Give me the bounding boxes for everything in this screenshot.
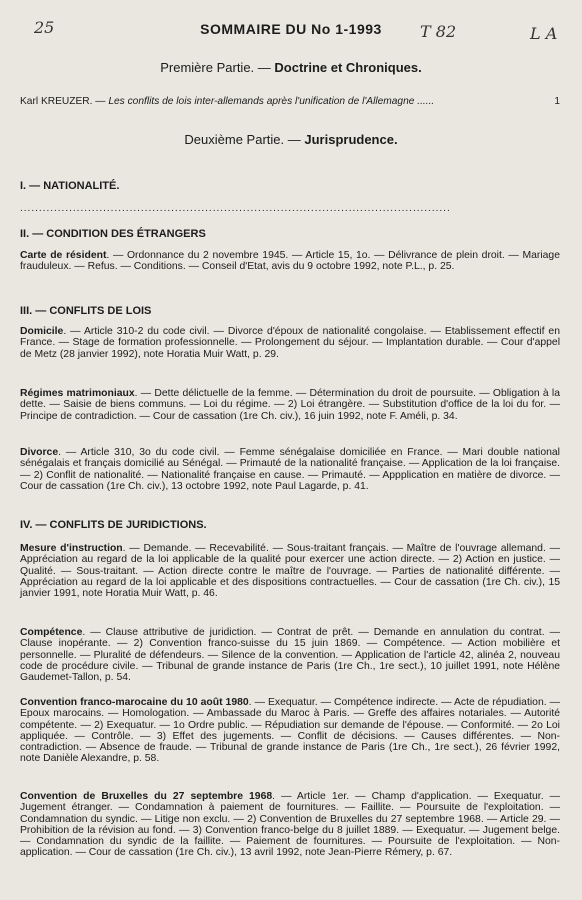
part-one-label: Première Partie. [160, 60, 255, 75]
part-one-dash: — [254, 60, 275, 75]
part-two-label: Deuxième Partie. [184, 132, 285, 147]
entry-competence [20, 627, 560, 683]
entry-text: . — Clause attributive de juridiction. — Contrat de prêt. — Demande en annulation du contrat. — Clause inopérante. — 2) Convention franco-suisse du 15 juin 1869. — Compétence. — Action mobilière et personnelle. — Pluralité de défendeurs. — Silence de la convention. — Application de l'article 42, alinéa 2, nouveau code de procédure civile. — Tribunal de grande instance de Paris (1re Ch., 1re sect.), 10 juillet 1991, note Hélène Gaudemet-Tallon, p. 54. [20, 627, 560, 684]
entry-text: . — Ordonnance du 2 novembre 1945. — Article 15, 1o. — Délivrance de plein droit. — Mariage frauduleux. — Refus. — Conditions. — Conseil d'Etat, avis du 9 octobre 1992, note P.L., p. 25. [20, 250, 560, 273]
article-dash: — [92, 96, 109, 107]
entry-head: Mesure d'instruction [20, 543, 123, 554]
entry-convention-bruxelles [20, 791, 560, 859]
article-line [20, 96, 560, 107]
section-conflits-juridictions: IV. — CONFLITS DE JURIDICTIONS. [20, 519, 207, 531]
entry-head: Régimes matrimoniaux [20, 388, 135, 399]
entry-head: Domicile [20, 326, 64, 337]
page-title: SOMMAIRE DU No 1-1993 [200, 21, 382, 37]
part-two-heading [0, 132, 582, 147]
entry-text: . — Demande. — Recevabilité. — Sous-traitant français. — Maître de l'ouvrage allemand. — Appréciation au regard de la loi applicable de la qualité pour exercer une action directe. — 2) Action en justice. — Qualité. — Sous-traitant. — Action directe contre le maître de l'ouvrage. — Parties de nationalité différente. — Appréciation au regard de la loi applicable et des dispositions contractuelles. — Cour de cassation (1re Ch. civ.), 15 janvier 1991, note Horatia Muir Watt, p. 46. [20, 543, 560, 600]
article-author: Karl KREUZER. [20, 96, 93, 107]
entry-head: Convention de Bruxelles du 27 septembre 1968 [20, 791, 273, 802]
section-condition-etrangers: II. — CONDITION DES ÉTRANGERS [20, 228, 206, 240]
entry-domicile [20, 326, 560, 360]
entry-convention-franco-marocaine [20, 697, 560, 765]
entry-head: Divorce [20, 447, 59, 458]
entry-text: . — Article 1er. — Champ d'application. — Exequatur. — Jugement étranger. — Condamnation à paiement de fournitures. — Faillite. — Poursuite de l'exploitation. — Condamnation du syndic. — Litige non exclu. — 2) Convention de Bruxelles du 27 septembre 1968. — Article 29. — Prohibition de la révision au fond. — 3) Convention franco-belge du 8 juillet 1889. — Exequatur. — Jugement belge. — Condamnation du syndic de la faillite. — Paiement de fournitures. — Poursuite de l'exploitation. — Non-application. — Cour de cassation (1re Ch. civ.), 13 avril 1992, note Jean-Pierre Rémery, p. 67. [20, 791, 561, 859]
entry-head: Compétence [20, 627, 83, 638]
part-two-name: Jurisprudence. [304, 132, 398, 147]
handwritten-note-right: L A [530, 24, 558, 43]
section-nationalite: I. — NATIONALITÉ. [20, 180, 120, 192]
handwritten-note-left: 25 [34, 18, 55, 37]
entry-head: Convention franco-marocaine du 10 août 1980 [20, 697, 249, 708]
dotted-leader: .................................................................................................................. [20, 203, 451, 214]
article-page: 1 [554, 96, 560, 107]
entry-head: Carte de résident [20, 250, 107, 261]
part-two-dash: — [284, 132, 305, 147]
entry-text: . — Article 310, 3o du code civil. — Femme sénégalaise domiciliée en France. — Mari double national sénégalais et français domicilié au Sénégal. — Primauté de la nationalité française. — Application de la loi française. — 2) Conflit de nationalité. — Nationalité française en cause. — Primauté. — Appplication en matière de divorce. — Cour de cassation (1re Ch. civ.), 13 octobre 1992, note Paul Lagarde, p. 41. [20, 447, 560, 492]
article-title: Les conflits de lois inter-allemands après l'unification de l'Allemagne ...... [108, 96, 435, 107]
entry-mesure-instruction [20, 543, 560, 599]
entry-text: . — Exequatur. — Compétence indirecte. — Acte de répudiation. — Epoux marocains. — Homologation. — Ambassade du Maroc à Paris. — Greffe des affaires notariales. — Autorité compétente. — 2) Exequatur. — 1o Ordre public. — Répudiation sur demande de l'épouse. — Conformité. — 2o Loi appliquée. — Contrôle. — 3) Effet des jugements. — Conflit de décisions. — Causes différentes. — Non-contradiction. — Absence de fraude. — Tribunal de grande instance de Paris (1re Ch., 1re sect.), 26 février 1992, note Danièle Alexandre, p. 58. [20, 697, 560, 765]
part-one-name: Doctrine et Chroniques. [274, 60, 422, 75]
section-conflits-lois: III. — CONFLITS DE LOIS [20, 305, 152, 317]
part-one-heading [0, 60, 582, 75]
entry-text: . — Dette délictuelle de la femme. — Détermination du droit de poursuite. — Obligation à la dette. — Saisie de biens communs. — Loi du régime. — 2) Loi étrangère. — Substitution d'office de la loi du for. — Principe de contradiction. — Cour de cassation (1re Ch. civ.), 16 juin 1992, note F. Améli, p. 34. [20, 388, 560, 422]
entry-regimes-matrimoniaux [20, 388, 560, 422]
entry-text: . — Article 310-2 du code civil. — Divorce d'époux de nationalité congolaise. — Etablissement effectif en France. — Stage de formation professionnelle. — Prolongement du séjour. — Implantation durable. — Cour d'appel de Metz (28 janvier 1992), note Horatia Muir Watt, p. 29. [20, 326, 560, 360]
handwritten-note-middle: T 82 [420, 22, 457, 41]
entry-carte-resident [20, 250, 560, 273]
entry-divorce [20, 447, 560, 492]
